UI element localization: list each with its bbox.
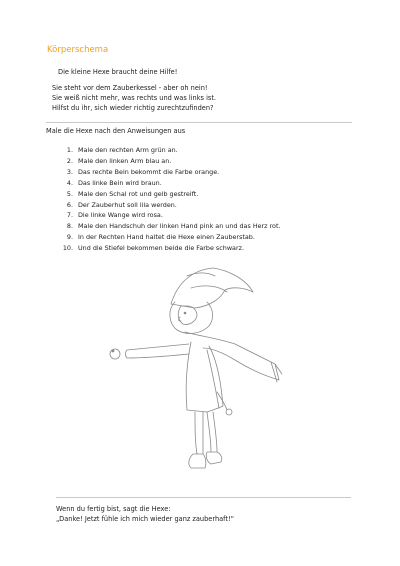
arm-left — [126, 344, 190, 358]
leg-right — [207, 412, 211, 452]
page-title: Körperschema — [47, 45, 109, 55]
list-item: 6. Der Zauberhut soll lila werden. — [66, 200, 177, 209]
task-instruction: Male die Hexe nach den Anweisungen aus — [46, 127, 186, 135]
closing-line-1: Wenn du fertig bist, sagt die Hexe: — [56, 505, 171, 513]
closing-text — [56, 504, 234, 524]
divider-bottom — [56, 497, 351, 498]
intro-line-1: Die kleine Hexe braucht deine Hilfe! — [58, 68, 178, 76]
hand-right — [226, 409, 232, 415]
list-item: 5. Male den Schal rot und gelb gestreift. — [66, 189, 199, 198]
leg-left — [195, 412, 197, 454]
face — [178, 306, 197, 325]
hat — [171, 268, 253, 308]
list-item: 7. Die linke Wange wird rosa. — [66, 211, 163, 220]
witch-drawing — [95, 262, 285, 487]
instruction-list — [60, 145, 281, 254]
list-item: 8. Male den Handschuh der linken Hand pink an und das Herz rot. — [66, 222, 281, 231]
list-item: 4. Das linke Bein wird braun. — [66, 178, 162, 187]
list-item: 1. Male den rechten Arm grün an. — [66, 146, 178, 154]
boot-right — [206, 452, 222, 464]
list-item: 9. In der Rechten Hand haltet die Hexe einen Zauberstab. — [66, 233, 255, 242]
intro-line-2: Sie steht vor dem Zauberkessel - aber oh nein! — [52, 84, 208, 92]
divider-top — [46, 122, 352, 123]
intro-line-4: Hilfst du ihr, sich wieder richtig zurechtzufinden? — [52, 104, 214, 112]
closing-line-2: „Danke! Jetzt fühle ich mich wieder ganz zauberhaft!“ — [56, 515, 235, 523]
list-item: 3. Das rechte Bein bekommt die Farbe orange. — [66, 167, 220, 176]
list-item: 2. Male den linken Arm blau an. — [66, 156, 172, 165]
intro-line-3: Sie weiß nicht mehr, was rechts und was links ist. — [52, 94, 217, 102]
intro-text — [52, 67, 216, 113]
boot-left — [189, 454, 206, 468]
glove-left — [110, 349, 120, 359]
scarf — [185, 332, 279, 380]
list-item: 10. Und die Stiefel bekommen beide die Farbe schwarz. — [62, 244, 244, 253]
